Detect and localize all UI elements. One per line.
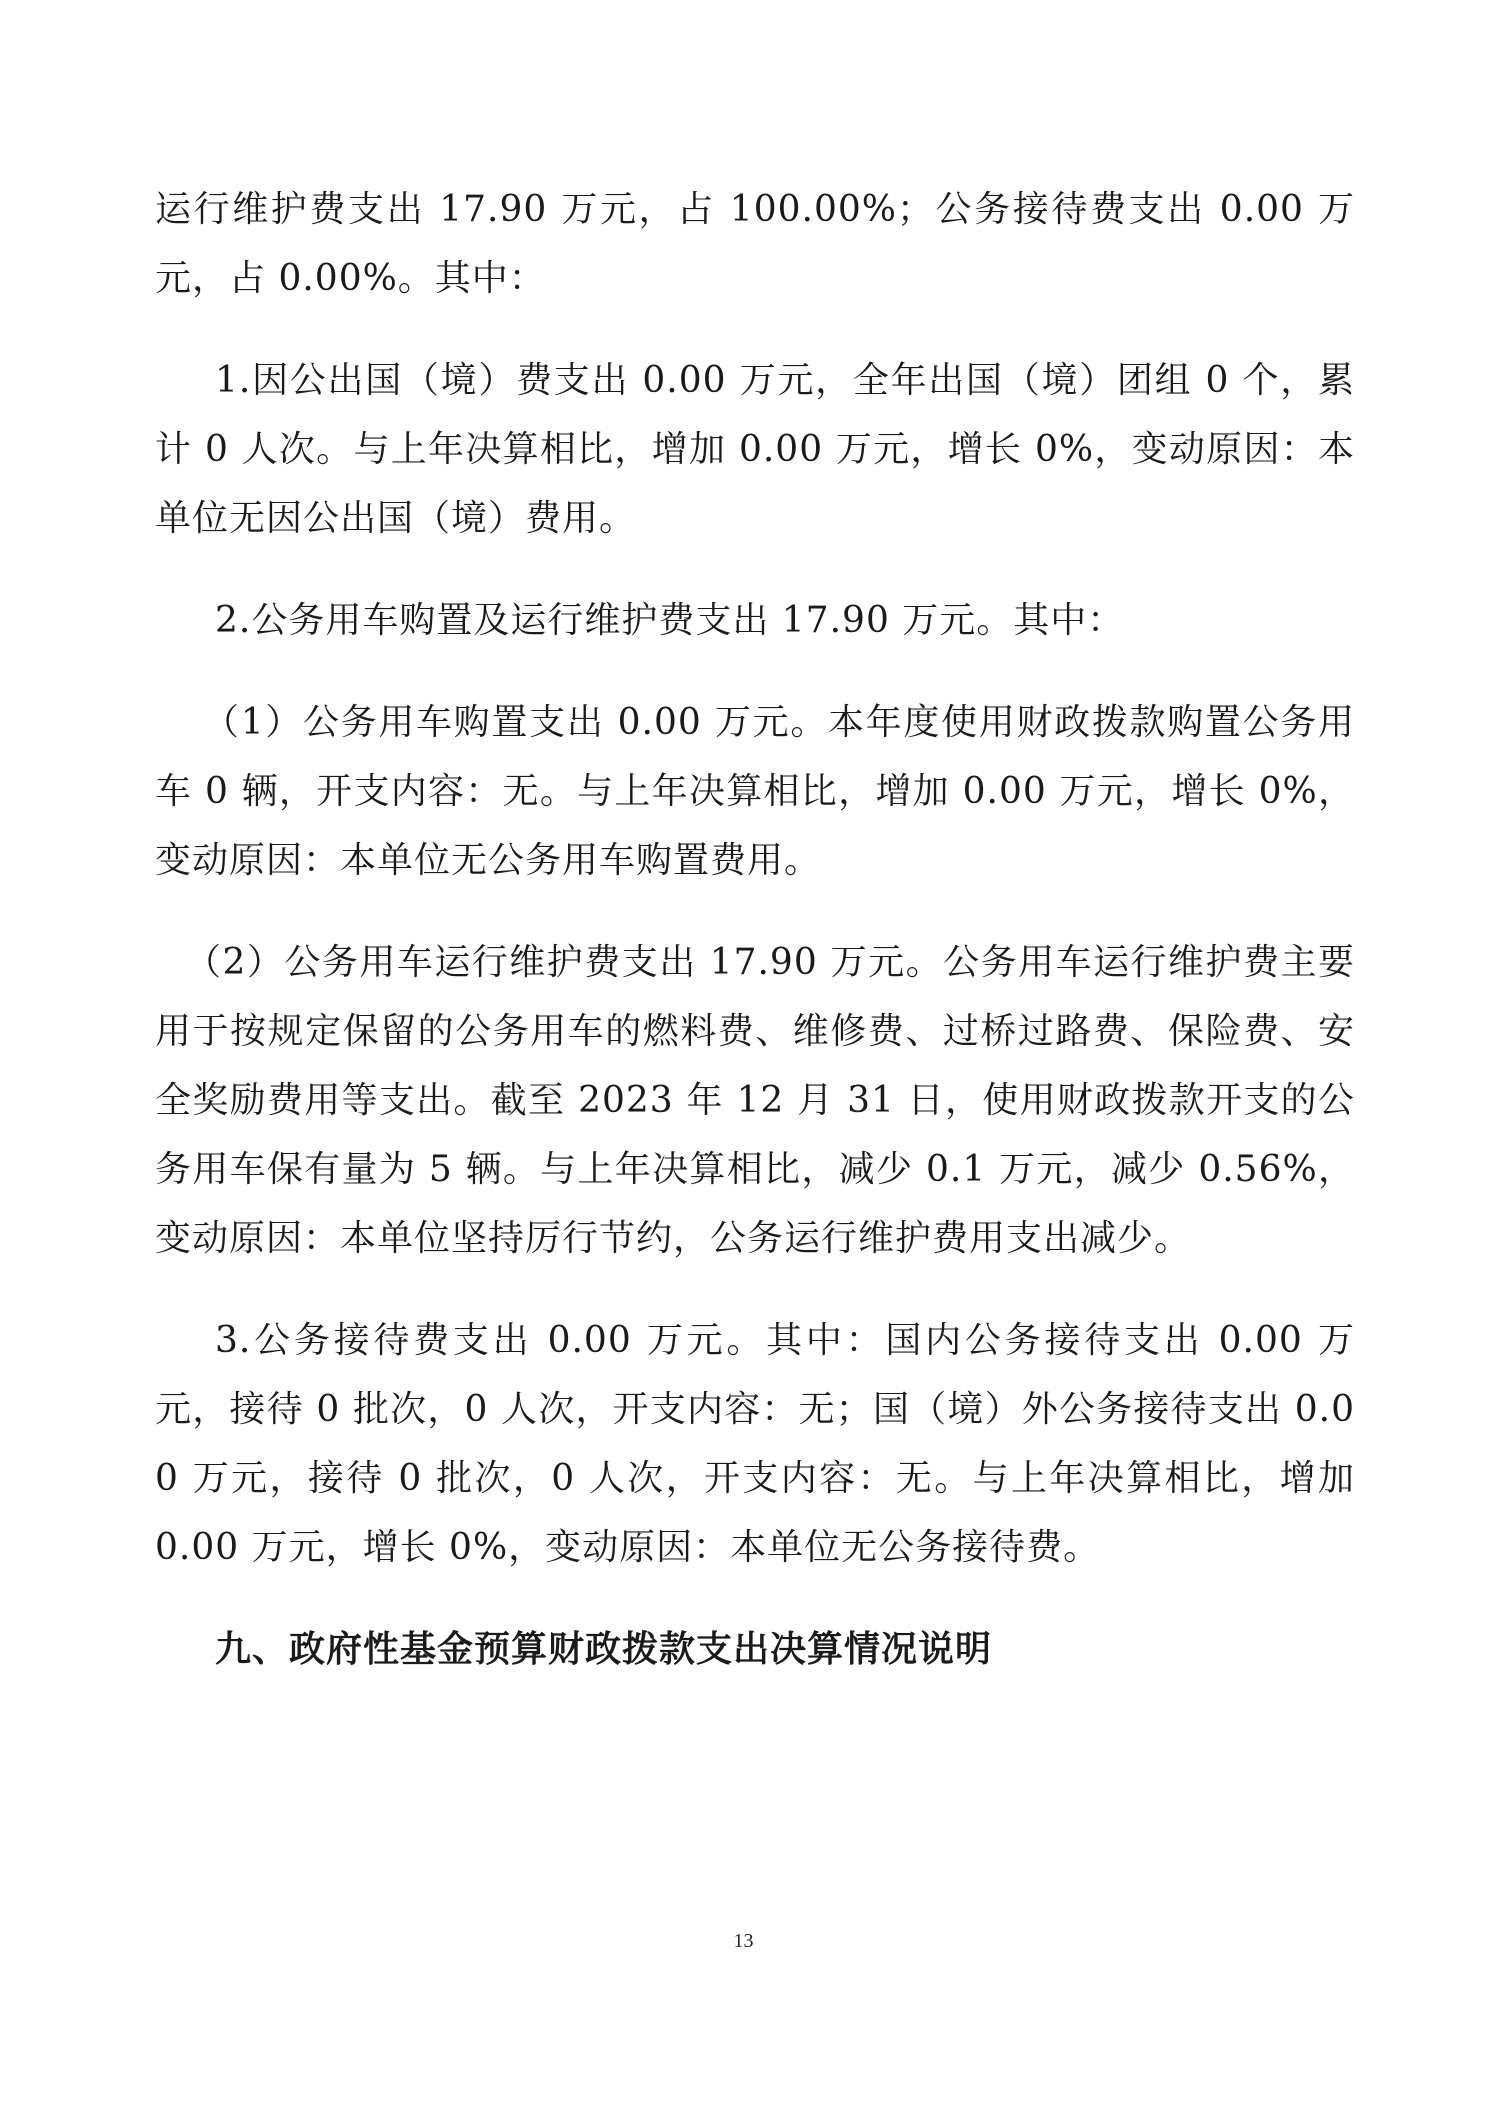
paragraph-expense-summary: 运行维护费支出 17.90 万元，占 100.00%；公务接待费支出 0.00 万元，占 0.00%。其中： (155, 189, 1355, 299)
paragraph-vehicle-purchase: （1）公务用车购置支出 0.00 万元。本年度使用财政拨款购置公务用车 0 辆，开支内容：无。与上年决算相比，增加 0.00 万元，增长 0%，变动原因：本单位无公务用车购置费用。 (155, 702, 1355, 881)
page-number: 13 (733, 1930, 754, 1952)
paragraph-vehicle-total: 2.公务用车购置及运行维护费支出 17.90 万元。其中： (215, 600, 1125, 641)
document-body (155, 175, 1355, 1684)
paragraph-overseas-travel: 1.因公出国（境）费支出 0.00 万元，全年出国（境）团组 0 个，累计 0 人次。与上年决算相比，增加 0.00 万元，增长 0%，变动原因：本单位无因公出国（境）费用。 (155, 360, 1355, 539)
paragraph-reception: 3.公务接待费支出 0.00 万元。其中：国内公务接待支出 0.00 万元，接待 0 批次，0 人次，开支内容：无；国（境）外公务接待支出 0.00 万元，接待 0 批次，0 人次，开支内容：无。与上年决算相比，增加 0.00 万元，增长 0%，变动原因：本单位无公务接待费。 (155, 1320, 1355, 1568)
section-heading: 九、政府性基金预算财政拨款支出决算情况说明 (215, 1629, 993, 1670)
paragraph-vehicle-maintenance: （2）公务用车运行维护费支出 17.90 万元。公务用车运行维护费主要用于按规定保留的公务用车的燃料费、维修费、过桥过路费、保险费、安全奖励费用等支出。截至 2023 年 12 月 31 日，使用财政拨款开支的公务用车保有量为 5 辆。与上年决算相比，减少 0.1 万元，减少 0.56%，变动原因：本单位坚持厉行节约，公务运行维护费用支出减少。 (155, 942, 1355, 1259)
